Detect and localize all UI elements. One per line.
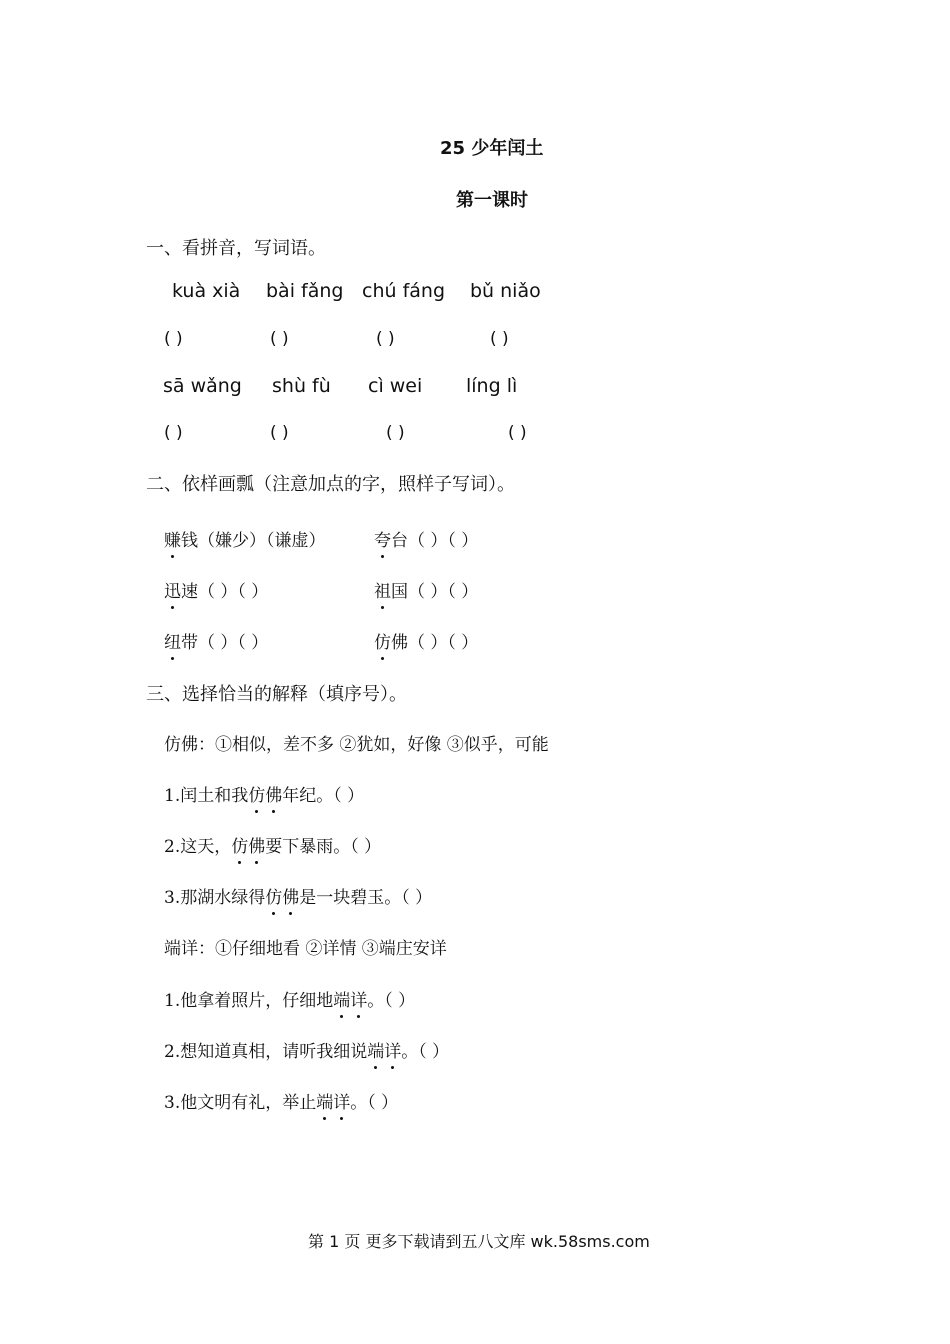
practice-word: 仿佛（ ）（ ） (374, 628, 478, 653)
dotted-char: 夸 (374, 526, 391, 551)
question-item: 1.闰土和我仿佛年纪。（ ） (164, 781, 364, 806)
pinyin-item: cì wei (368, 375, 423, 397)
question-item: 2.想知道真相，请听我细说端详。（ ） (164, 1037, 449, 1062)
answer-blank[interactable]: ( ) (376, 329, 395, 349)
pinyin-item: chú fáng (362, 280, 446, 302)
answer-blank[interactable]: ( ) (508, 423, 527, 443)
section1-heading: 一、看拼音，写词语。 (146, 238, 326, 259)
answer-blank[interactable]: 。（ ） (350, 1093, 399, 1113)
practice-word: 夸台（ ）（ ） (374, 526, 478, 551)
question-item: 1.他拿着照片，仔细地端详。（ ） (164, 986, 415, 1011)
example-word: 赚钱（嫌少）（谦虚） (164, 526, 326, 551)
answer-blank[interactable]: ( ) (270, 423, 289, 443)
section2-heading: 二、依样画瓢（注意加点的字，照样子写词）。 (146, 474, 515, 495)
question-item: 2.这天，仿佛要下暴雨。（ ） (164, 832, 381, 857)
pinyin-item: bài fǎng (266, 280, 344, 302)
section3-heading: 三、选择恰当的解释（填序号）。 (146, 684, 407, 705)
question-item: 3.那湖水绿得仿佛是一块碧玉。（ ） (164, 883, 432, 908)
answer-blank[interactable]: （ ）（ ） (408, 582, 479, 602)
answer-blank[interactable]: （ ）（ ） (198, 582, 269, 602)
practice-word: 祖国（ ）（ ） (374, 577, 478, 602)
answer-blank[interactable]: ( ) (270, 329, 289, 349)
practice-word: 纽带（ ）（ ） (164, 628, 268, 653)
dotted-char: 赚 (164, 526, 181, 551)
dotted-char: 仿 (374, 628, 391, 653)
lesson-title: 25 少年闰土 (440, 138, 544, 159)
pinyin-item: kuà xià (172, 280, 241, 302)
answer-blank[interactable]: ( ) (164, 423, 183, 443)
answer-blank[interactable]: （ ）（ ） (198, 633, 269, 653)
lesson-subtitle: 第一课时 (456, 190, 528, 211)
answer-blank[interactable]: 要下暴雨。（ ） (265, 837, 382, 857)
dotted-char: 纽 (164, 628, 181, 653)
answer-blank[interactable]: 。（ ） (401, 1042, 450, 1062)
pinyin-item: shù fù (272, 375, 331, 397)
dotted-char: 迅 (164, 577, 181, 602)
page-footer: 第 1 页 更多下载请到五八文库 wk.58sms.com (308, 1232, 650, 1251)
answer-blank[interactable]: 年纪。（ ） (282, 786, 365, 806)
definition-line: 仿佛：①相似，差不多 ②犹如，好像 ③似乎，可能 (164, 735, 549, 755)
dotted-char: 祖 (374, 577, 391, 602)
answer-blank[interactable]: （ ）（ ） (408, 633, 479, 653)
answer-blank[interactable]: ( ) (386, 423, 405, 443)
question-item: 3.他文明有礼，举止端详。（ ） (164, 1088, 398, 1113)
pinyin-item: sā wǎng (163, 375, 242, 397)
answer-blank[interactable]: 。（ ） (367, 991, 416, 1011)
practice-word: 迅速（ ）（ ） (164, 577, 268, 602)
pinyin-item: bǔ niǎo (470, 280, 541, 302)
answer-blank[interactable]: （ ）（ ） (408, 531, 479, 551)
answer-blank[interactable]: 是一块碧玉。（ ） (299, 888, 433, 908)
pinyin-item: líng lì (466, 375, 518, 397)
definition-line: 端详：①仔细地看 ②详情 ③端庄安详 (164, 939, 447, 959)
answer-blank[interactable]: ( ) (164, 329, 183, 349)
answer-blank[interactable]: ( ) (490, 329, 509, 349)
